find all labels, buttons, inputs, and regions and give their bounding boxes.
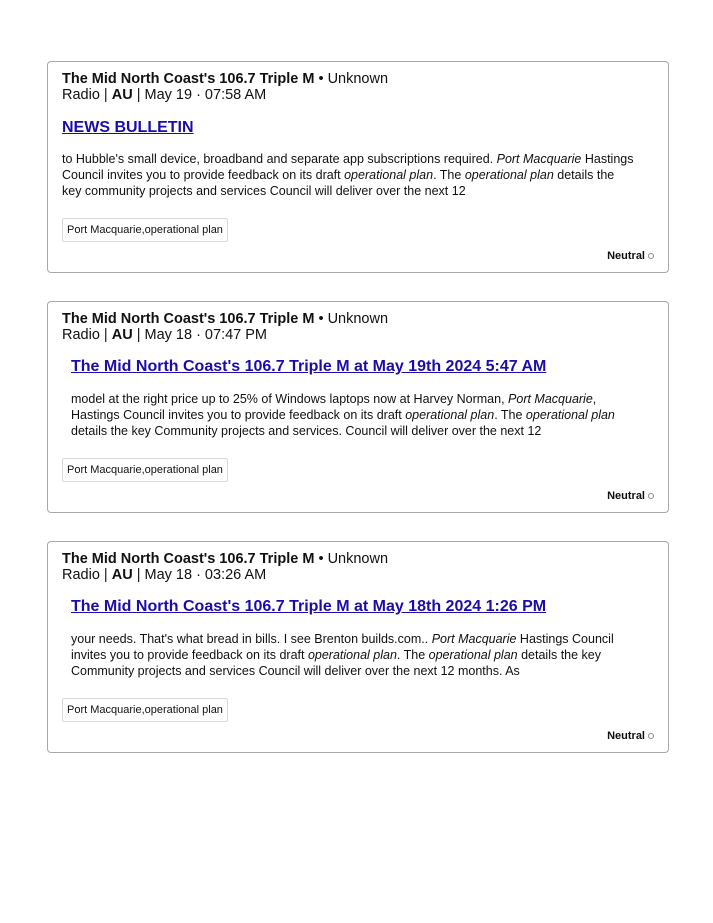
country-code: AU xyxy=(111,327,133,343)
sentiment-badge xyxy=(607,730,654,742)
datetime: May 19 · 07:58 AM xyxy=(144,87,267,103)
highlighted-keyword: operational plan xyxy=(464,168,554,182)
article-snippet xyxy=(71,631,641,679)
article-card xyxy=(47,541,669,753)
article-title-link[interactable]: NEWS BULLETIN xyxy=(62,119,194,136)
author: Unknown xyxy=(327,551,389,567)
article-title-link[interactable]: The Mid North Coast's 106.7 Triple M at May 18th 2024 1:26 PM xyxy=(71,598,547,615)
snippet-text: details the key community projects and services Council will deliver over the next 12 xyxy=(62,168,615,198)
highlighted-keyword: Port Macquarie xyxy=(431,632,517,646)
media-type: Radio xyxy=(62,327,100,343)
snippet-text: your needs. That's what bread in bills. I see Brenton builds.com.. xyxy=(71,632,432,646)
media-type: Radio xyxy=(62,87,100,103)
snippet-text: Hastings Council invites you to provide feedback on its draft xyxy=(62,152,634,182)
highlighted-keyword: Port Macquarie xyxy=(496,152,582,166)
article-title-link[interactable]: The Mid North Coast's 106.7 Triple M at May 19th 2024 5:47 AM xyxy=(71,358,547,375)
article-meta: The Mid North Coast's 106.7 Triple M • Unknown Radio | AU | May 19 · 07:58 AM xyxy=(62,71,389,103)
country-code: AU xyxy=(111,87,133,103)
sentiment-label: Neutral xyxy=(607,250,645,262)
highlighted-keyword: operational plan xyxy=(307,648,397,662)
snippet-text: details the key Community projects and services. Council will deliver over the next 12 xyxy=(71,424,542,438)
sentiment-dot-icon xyxy=(648,253,654,259)
article-snippet xyxy=(71,391,641,439)
highlighted-keyword: operational plan xyxy=(344,168,434,182)
highlighted-keyword: operational plan xyxy=(428,648,518,662)
article-card xyxy=(47,301,669,513)
snippet-text: . The xyxy=(494,408,526,422)
snippet-text: model at the right price up to 25% of Windows laptops now at Harvey Norman, xyxy=(71,392,509,406)
highlighted-keyword: operational plan xyxy=(525,408,615,422)
snippet-text: Hastings Council invites you to provide feedback on its draft xyxy=(71,632,614,662)
sentiment-label: Neutral xyxy=(607,490,645,502)
snippet-text: details the key Community projects and services Council will deliver over the next 12 months. As xyxy=(71,648,602,678)
article-card xyxy=(47,61,669,273)
sentiment-label: Neutral xyxy=(607,730,645,742)
author: Unknown xyxy=(327,71,389,87)
highlighted-keyword: operational plan xyxy=(405,408,495,422)
source-name: The Mid North Coast's 106.7 Triple M xyxy=(62,311,315,327)
datetime: May 18 · 07:47 PM xyxy=(144,327,267,343)
country-code: AU xyxy=(111,567,133,583)
source-name: The Mid North Coast's 106.7 Triple M xyxy=(62,71,315,87)
sentiment-badge xyxy=(607,490,654,502)
snippet-text: . The xyxy=(396,648,429,662)
sentiment-badge xyxy=(607,250,654,262)
datetime: May 18 · 03:26 AM xyxy=(144,567,267,583)
article-meta: The Mid North Coast's 106.7 Triple M • Unknown Radio | AU | May 18 · 03:26 AM xyxy=(62,551,389,583)
highlighted-keyword: Port Macquarie xyxy=(508,392,593,406)
source-name: The Mid North Coast's 106.7 Triple M xyxy=(62,551,315,567)
media-type: Radio xyxy=(62,567,100,583)
sentiment-dot-icon xyxy=(648,493,654,499)
snippet-text: . The xyxy=(433,168,465,182)
keyword-tag: Port Macquarie,operational plan xyxy=(62,458,228,482)
sentiment-dot-icon xyxy=(648,733,654,739)
article-snippet xyxy=(62,151,637,199)
snippet-text: to Hubble's small device, broadband and separate app subscriptions required. xyxy=(62,152,497,166)
keyword-tag: Port Macquarie,operational plan xyxy=(62,218,228,242)
author: Unknown xyxy=(327,311,389,327)
keyword-tag: Port Macquarie,operational plan xyxy=(62,698,228,722)
snippet-text: , Hastings Council invites you to provide feedback on its draft xyxy=(71,392,597,422)
article-meta: The Mid North Coast's 106.7 Triple M • Unknown Radio | AU | May 18 · 07:47 PM xyxy=(62,311,389,343)
